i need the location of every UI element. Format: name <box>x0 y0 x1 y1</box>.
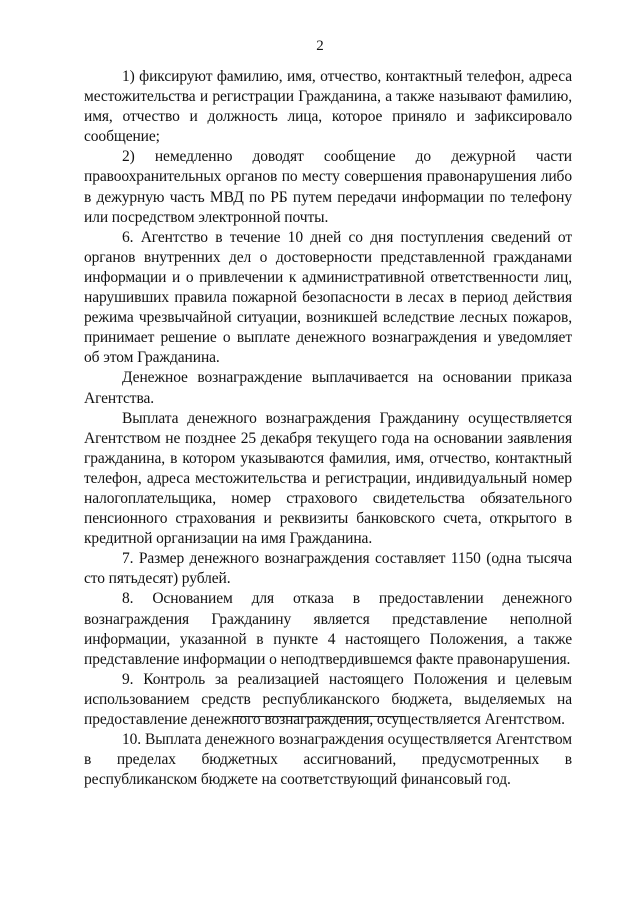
document-body <box>84 67 572 790</box>
paragraph-fix-caller-details: 1) фиксируют фамилию, имя, отчество, контактный телефон, адреса местожительства и регистрации Гражданина, а также называют фамилию, имя, отчество и должность лица, которое приняло и зафиксировало сообщение; <box>84 68 572 146</box>
closing-divider-line <box>233 716 405 717</box>
paragraph-item-8-refusal: 8. Основанием для отказа в предоставлении денежного вознаграждения Гражданину является представление неполной информации, указанной в пункте 4 настоящего Положения, а также представление информации о неподтвердившемся факте правонарушения. <box>84 590 572 668</box>
paragraph-notify-duty-unit: 2) немедленно доводят сообщение до дежурной части правоохранительных органов по месту совершения правонарушения либо в дежурную часть МВД по РБ путем передачи информации по телефону или посредством электронной почты. <box>84 148 572 226</box>
paragraph-item-9-control: 9. Контроль за реализацией настоящего Положения и целевым использованием средств республиканского бюджета, выделяемых на предоставление денежного вознаграждения, осуществляется Агентством. <box>84 670 572 728</box>
paragraph-payment-terms: Выплата денежного вознаграждения Гражданину осуществляется Агентством не позднее 25 декабря текущего года на основании заявления гражданина, в котором указываются фамилия, имя, отчество, контактный телефон, адреса местожительства и регистрации, индивидуальный номер налогоплательщика, номер страхового свидетельства обязательного пенсионного страхования и реквизиты банковского счета, открытого в кредитной организации на имя Гражданина. <box>84 409 572 548</box>
paragraph-item-10-funding: 10. Выплата денежного вознаграждения осуществляется Агентством в пределах бюджетных ассигнований, предусмотренных в республиканском бюджете на соответствующий финансовый год. <box>84 731 572 789</box>
paragraph-item-7-amount: 7. Размер денежного вознаграждения составляет 1150 (одна тысяча сто пятьдесят) рублей. <box>84 550 572 588</box>
page-number: 2 <box>316 38 324 54</box>
paragraph-payment-order: Денежное вознаграждение выплачивается на основании приказа Агентства. <box>84 369 572 407</box>
paragraph-item-6-decision: 6. Агентство в течение 10 дней со дня поступления сведений от органов внутренних дел о достоверности представленной гражданами информации и о привлечении к административной ответственности лиц, нарушивших правила пожарной безопасности в лесах в период действия режима чрезвычайной ситуации, возникшей вследствие лесных пожаров, принимает решение о выплате денежного вознаграждения и уведомляет об этом Гражданина. <box>84 228 572 367</box>
